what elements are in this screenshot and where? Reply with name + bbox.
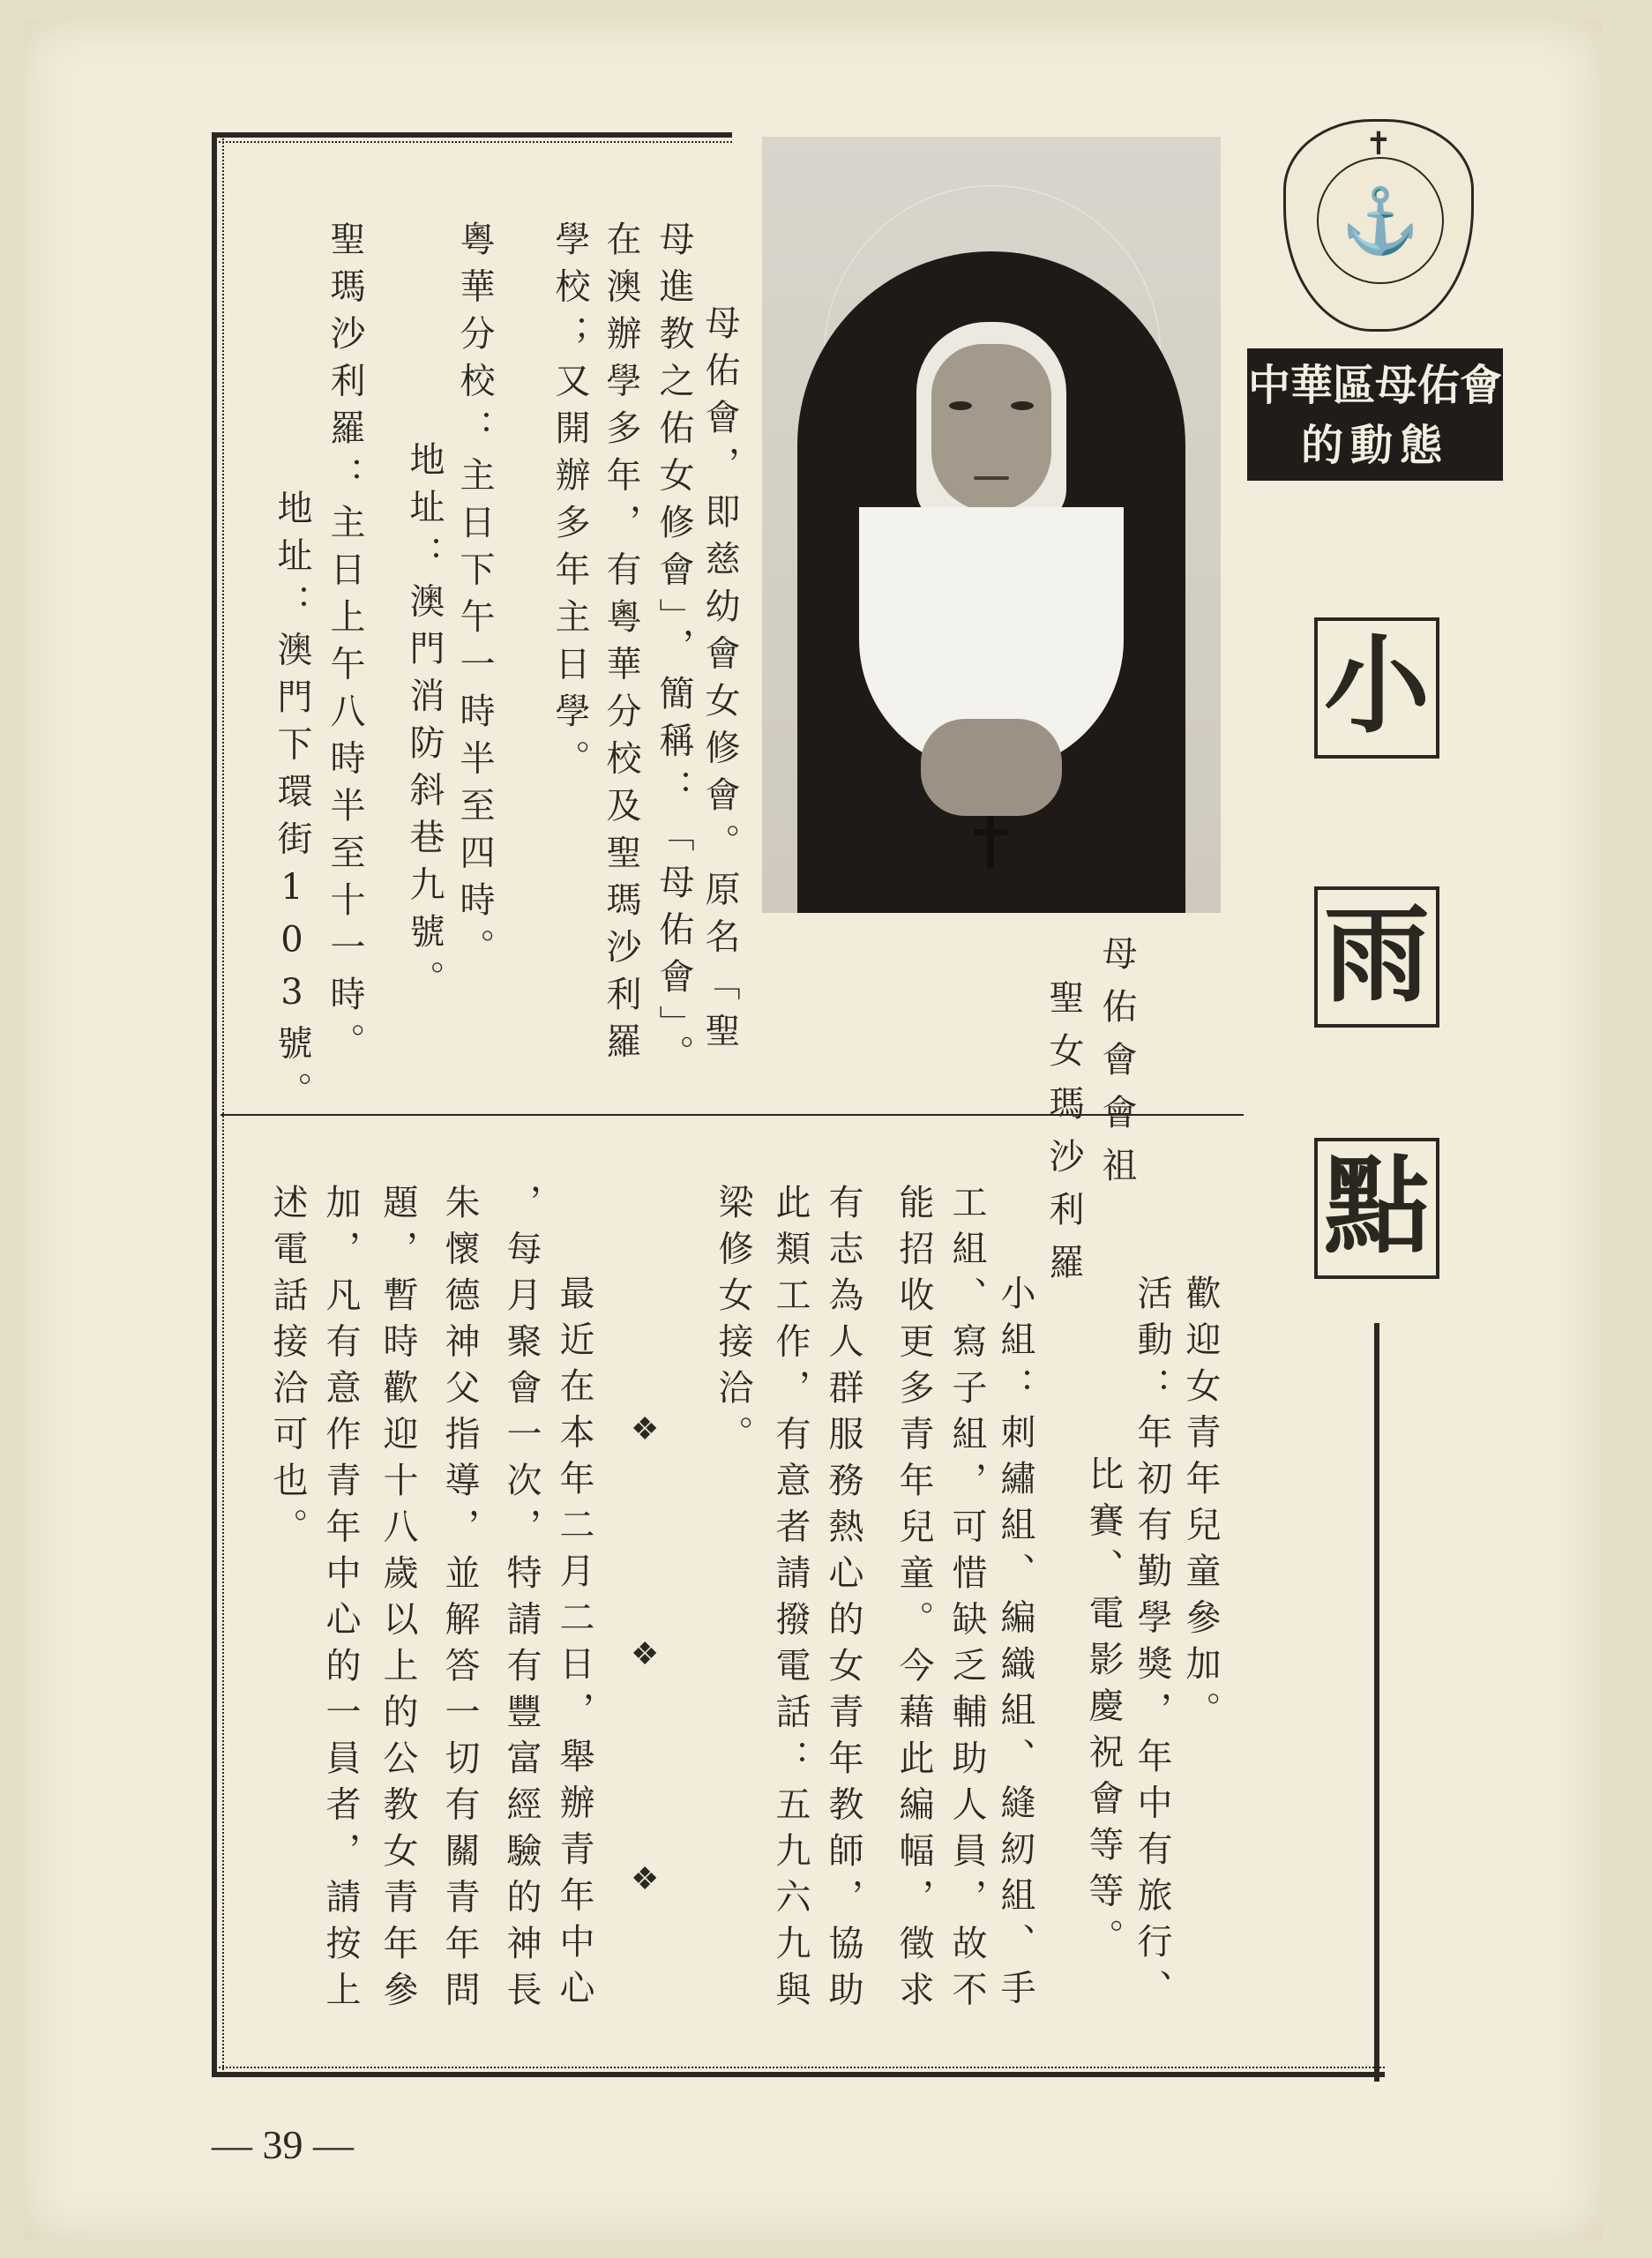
frame-bottom-border <box>212 2067 1385 2077</box>
news-column-6: 能招收更多青年兒童。今藉此編幅，徵求 <box>893 1184 934 2017</box>
column-title-char-2: 雨 <box>1314 886 1439 1028</box>
ornament-divider: ❖ <box>631 1861 660 1897</box>
intro-column-7: 聖瑪沙利羅：主日上午八時半至十一時。 <box>325 221 365 1070</box>
news-column-1: 歡迎女青年兒童參加。 <box>1180 1275 1221 1738</box>
news-column-9: 梁修女接洽。 <box>713 1184 753 1462</box>
news-column-8: 此類工作，有意者請撥電話：五九六九與 <box>770 1184 811 2017</box>
news-column-13: 題，暫時歡迎十八歲以上的公教女青年參 <box>377 1184 418 2017</box>
emblem-medallion <box>1317 157 1444 284</box>
photo-caption-line-1: 母佑會會祖 <box>1096 935 1137 1200</box>
cross-icon: ✝ <box>1364 126 1393 162</box>
news-column-15: 述電話接洽可也。 <box>267 1184 308 1554</box>
intro-column-6: 地址：澳門消防斜巷九號。 <box>404 441 445 1007</box>
photo-caption-line-2: 聖女瑪沙利羅 <box>1043 979 1084 1297</box>
news-column-2: 活動：年初有勤學獎，年中有旅行、 <box>1132 1275 1172 2015</box>
crucifix-icon <box>987 816 994 869</box>
intro-column-3: 在澳辦學多年，有粵華分校及聖瑪沙利羅 <box>601 221 641 1070</box>
intro-column-4: 學校；又開辦多年主日學。 <box>549 221 590 787</box>
news-column-14: 加，凡有意作青年中心的一員者，請按上 <box>320 1184 361 2017</box>
news-column-11: ，每月聚會一次，特請有豐富經驗的神長 <box>501 1184 542 2017</box>
intro-column-8: 地址：澳門下環街103號。 <box>272 490 312 1119</box>
section-divider <box>221 1114 1244 1116</box>
anchor-crest-icon: ⚓ <box>1341 183 1420 258</box>
news-column-3: 比賽、電影慶祝會等等。 <box>1083 1455 1124 1965</box>
ornament-divider: ❖ <box>631 1636 660 1672</box>
news-column-7: 有志為人群服務熱心的女青年教師，協助 <box>823 1184 863 2017</box>
column-title-char-3: 點 <box>1314 1138 1439 1279</box>
ornament-divider: ❖ <box>631 1411 660 1447</box>
news-column-12: 朱懷德神父指導，並解答一切有關青年問 <box>439 1184 480 2017</box>
intro-column-5: 粵華分校：主日下午一時半至四時。 <box>454 221 495 976</box>
news-column-5: 工組、寫子組，可惜缺乏輔助人員，故不 <box>946 1184 987 2017</box>
banner-title: 中華區母佑會 <box>1247 361 1502 410</box>
section-banner <box>1247 348 1503 481</box>
banner-subtitle: 的動態 <box>1300 421 1449 470</box>
column-title-char-1: 小 <box>1314 617 1439 759</box>
news-column-4: 小組：刺繡組、編織組、縫紉組、手 <box>995 1275 1035 2015</box>
frame-right-border <box>1374 1323 1379 2082</box>
page-number: — 39 — <box>212 2122 354 2167</box>
frame-top-border <box>212 132 732 143</box>
news-column-10: 最近在本年二月二日，舉辦青年中心 <box>554 1275 594 2015</box>
intro-column-2: 母進教之佑女修會」，簡稱：「母佑會」。 <box>654 221 694 1082</box>
intro-column-1: 母佑會，即慈幼會女修會。原名「聖 <box>699 304 740 1059</box>
frame-left-border <box>212 132 224 2077</box>
founder-portrait <box>762 137 1221 913</box>
